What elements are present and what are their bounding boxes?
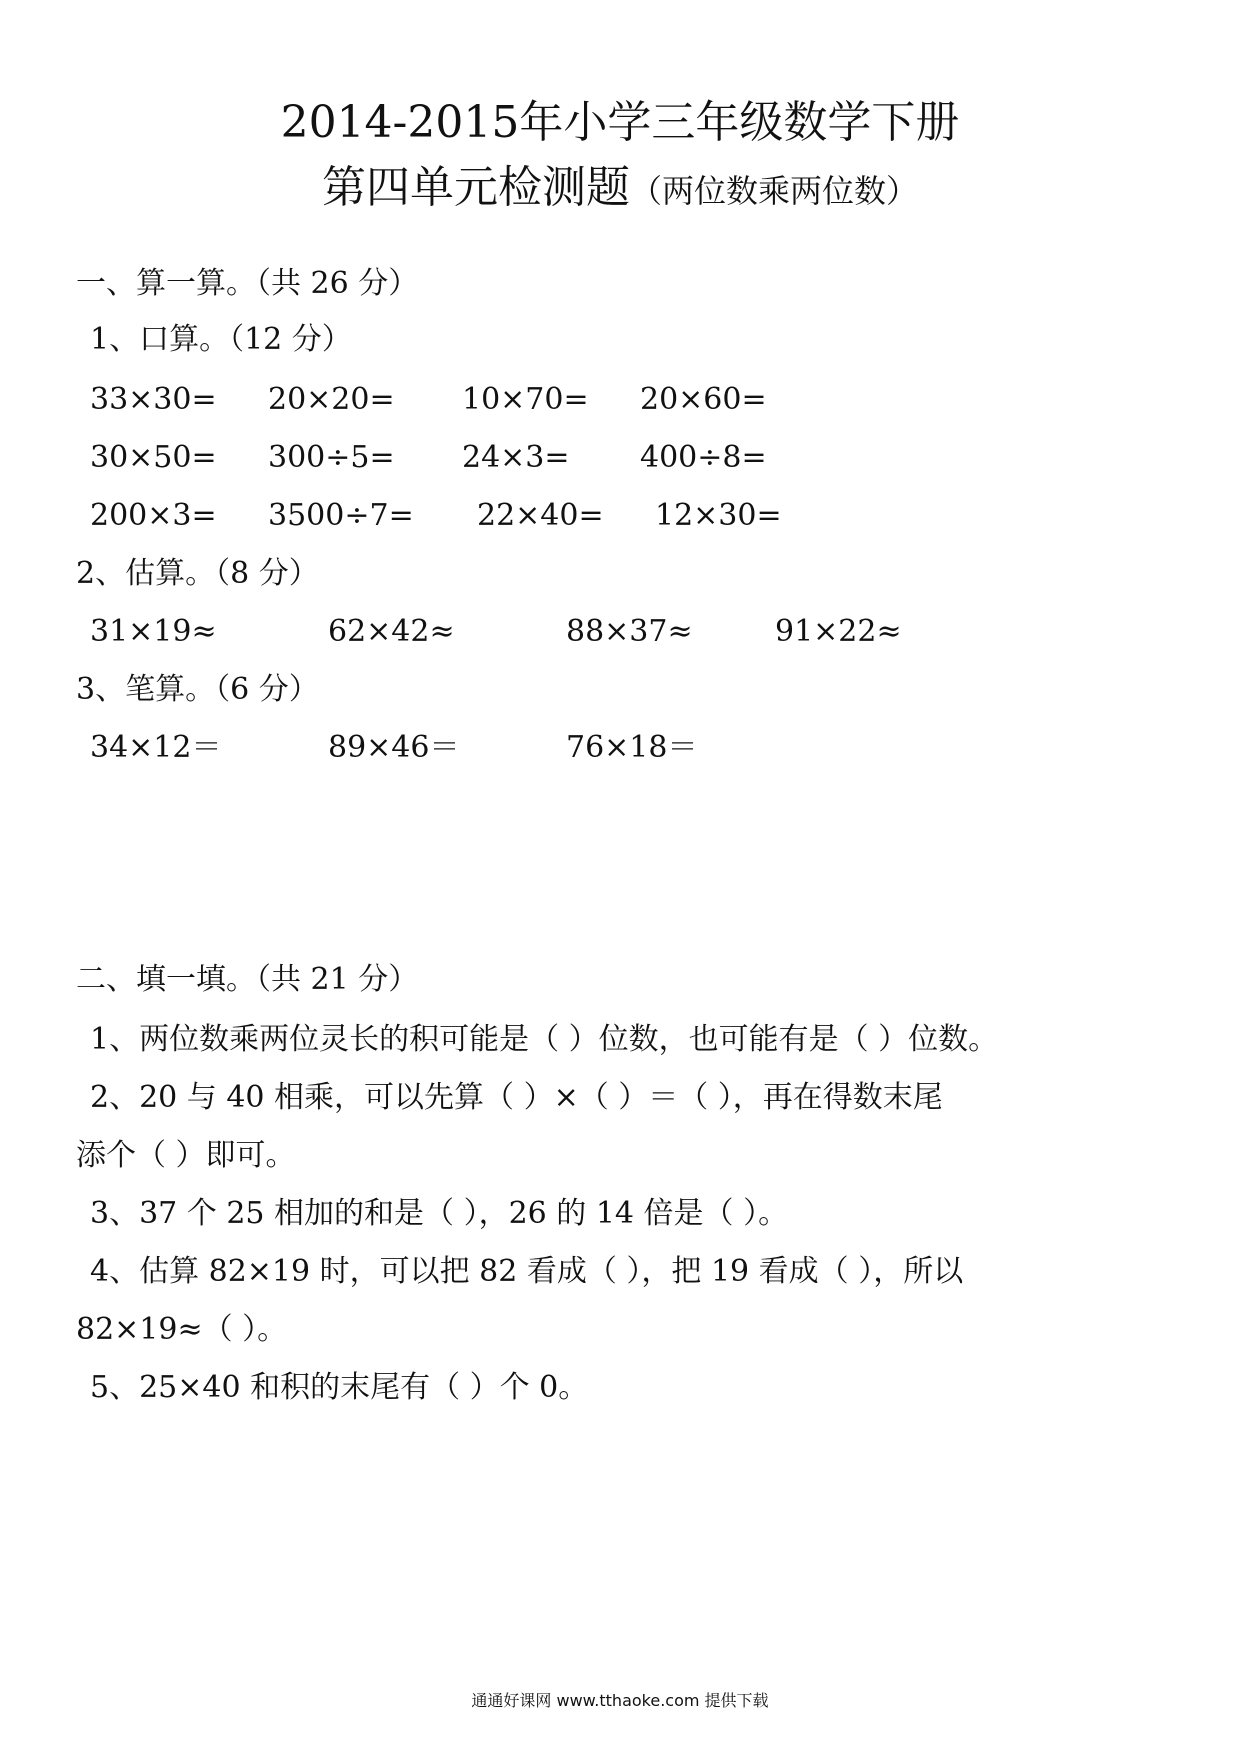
- written-item: 89×46＝: [328, 730, 460, 765]
- estimate-item: 62×42≈: [328, 614, 455, 649]
- estimate-item: 91×22≈: [775, 614, 902, 649]
- written-item: 34×12＝: [90, 730, 222, 765]
- oral-heading: 1、口算。（12 分）: [90, 322, 352, 357]
- fill-question-4-cont: 82×19≈（ ）。: [76, 1312, 288, 1347]
- fill-question-2-cont: 添个（ ）即可。: [76, 1138, 296, 1173]
- written-item: 76×18＝: [566, 730, 698, 765]
- section2-heading: 二、填一填。（共 21 分）: [76, 962, 419, 997]
- fill-question-1: 1、两位数乘两位灵长的积可能是（ ）位数，也可能有是（ ）位数。: [90, 1022, 999, 1057]
- oral-item: 24×3=: [462, 440, 570, 475]
- oral-item: 400÷8=: [640, 440, 767, 475]
- estimate-item: 88×37≈: [566, 614, 693, 649]
- oral-item: 200×3=: [90, 498, 217, 533]
- oral-item: 300÷5=: [268, 440, 395, 475]
- fill-question-2: 2、20 与 40 相乘，可以先算（ ）×（ ）＝（ ），再在得数末尾: [90, 1080, 943, 1115]
- oral-item: 20×60=: [640, 382, 767, 417]
- oral-item: 10×70=: [462, 382, 589, 417]
- fill-question-4: 4、估算 82×19 时，可以把 82 看成（ ），把 19 看成（ ），所以: [90, 1254, 964, 1289]
- oral-item: 33×30=: [90, 382, 217, 417]
- fill-question-5: 5、25×40 和积的末尾有（ ）个 0。: [90, 1370, 589, 1405]
- section1-heading: 一、算一算。（共 26 分）: [76, 266, 419, 301]
- oral-item: 3500÷7=: [268, 498, 414, 533]
- oral-item: 12×30=: [655, 498, 782, 533]
- oral-item: 20×20=: [268, 382, 395, 417]
- footer-credit: 通通好课网 www.tthaoke.com 提供下载: [471, 1691, 769, 1710]
- subtitle-main: 第四单元检测题: [321, 162, 630, 213]
- oral-item: 22×40=: [477, 498, 604, 533]
- written-heading: 3、笔算。（6 分）: [76, 672, 319, 707]
- fill-question-3: 3、37 个 25 相加的和是（ ），26 的 14 倍是（ ）。: [90, 1196, 789, 1231]
- oral-item: 30×50=: [90, 440, 217, 475]
- page-title: 2014-2015年小学三年级数学下册: [280, 97, 960, 148]
- estimate-heading: 2、估算。（8 分）: [76, 556, 319, 591]
- subtitle-topic: （两位数乘两位数）: [629, 172, 918, 210]
- estimate-item: 31×19≈: [90, 614, 217, 649]
- page-subtitle: [0, 160, 1240, 219]
